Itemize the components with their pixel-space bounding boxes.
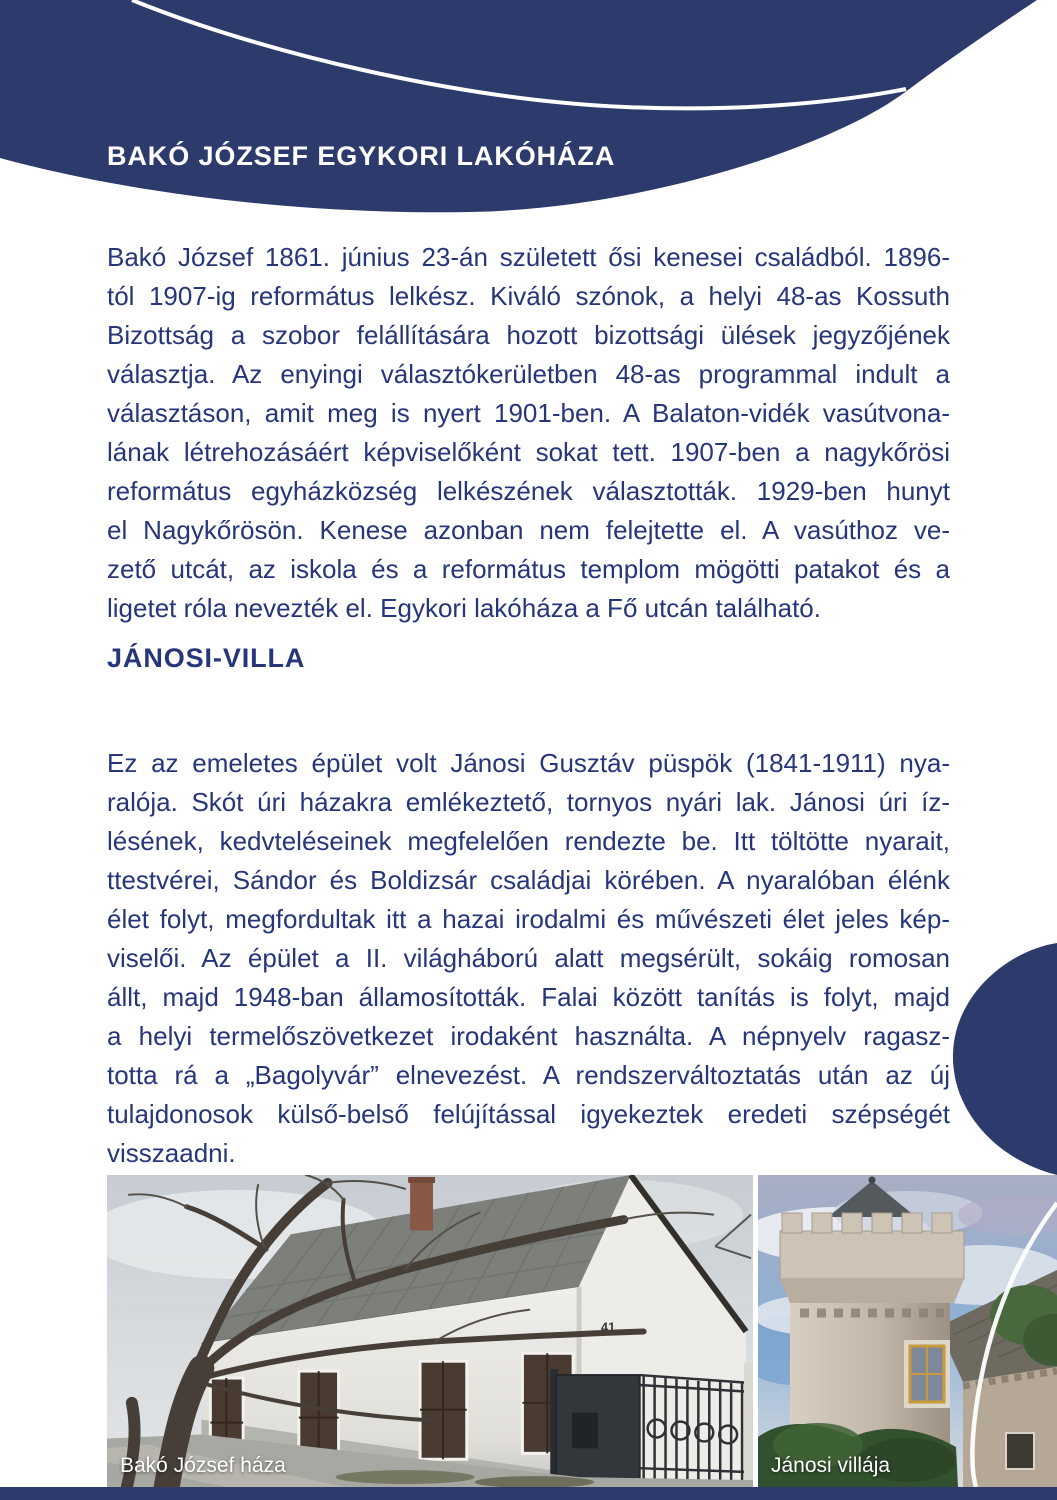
- paragraph-line: ligetet róla nevezték el. Egykori lakóháza a Fő utcán található.: [107, 593, 821, 623]
- section-heading-janosi: JÁNOSI-VILLA: [107, 643, 306, 673]
- page-title: BAKÓ JÓZSEF EGYKORI LAKÓHÁZA: [107, 141, 616, 171]
- paragraph-line: Bakó József 1861. június 23-án született ősi kenesei családból. 1896-: [107, 242, 950, 272]
- right-accent-shape: [937, 935, 1057, 1177]
- top-swoosh-decoration: [0, 0, 1057, 230]
- house-number: 41: [600, 1319, 616, 1335]
- photo-bako-illustration: [107, 1175, 753, 1487]
- right-accent-path: [953, 943, 1057, 1175]
- paragraph-line: a helyi termelőszövetkezet irodaként használta. A népnyelv ragasz-: [107, 1021, 950, 1051]
- paragraph-line: élet folyt, megfordultak itt a hazai irodalmi és művészeti élet jeles kép-: [107, 904, 950, 934]
- swoosh-navy-shape: [0, 0, 1037, 212]
- paragraph-line: állt, majd 1948-ban államosították. Falai között tanítás is folyt, majd: [107, 982, 950, 1012]
- paragraph-line: tól 1907-ig református lelkész. Kiváló szónok, a helyi 48-as Kossuth: [107, 281, 950, 311]
- bottom-band-decoration: [0, 1487, 1057, 1500]
- paragraph-line: lának létrehozásáért képviselőként sokat tett. 1907-ben a nagykőrösi: [107, 437, 950, 467]
- janosi-paragraph: [107, 744, 950, 1173]
- paragraph-line: választáson, amit meg is nyert 1901-ben. A Balaton-vidék vasútvona-: [107, 398, 950, 428]
- paragraph-line: lésének, kedvteléseinek megfelelően rendezte be. Itt töltötte nyarait,: [107, 826, 950, 856]
- paragraph-line: tulajdonosok külső-belső felújítással igyekeztek eredeti szépségét: [107, 1099, 950, 1129]
- bako-paragraph: [107, 238, 950, 628]
- paragraph-line: Ez az emeletes épület volt Jánosi Gusztáv püspök (1841-1911) nya-: [107, 748, 950, 778]
- photo-bako-jozsef-haza: [107, 1175, 753, 1487]
- paragraph-line: visszaadni.: [107, 1138, 236, 1168]
- paragraph-line: totta rá a „Bagolyvár” elnevezést. A rendszerváltoztatás után az új: [107, 1060, 950, 1090]
- tower-window: [904, 1340, 950, 1408]
- paragraph-line: ttestvérei, Sándor és Boldizsár családjai körében. A nyaralóban élénk: [107, 865, 950, 895]
- paragraph-line: Bizottság a szobor felállítására hozott bizottsági ülések jegyzőjének: [107, 320, 950, 350]
- paragraph-line: választja. Az enyingi választókerületben 48-as programmal indult a: [107, 359, 950, 389]
- chimney: [410, 1177, 433, 1230]
- paragraph-line: ralója. Skót úri házakra emlékeztető, tornyos nyári lak. Jánosi úri íz-: [107, 787, 950, 817]
- paragraph-line: református egyházközség lelkészének választották. 1929-ben hunyt: [107, 476, 950, 506]
- paragraph-line: zető utcát, az iskola és a református templom mögötti patakot és a: [107, 554, 950, 584]
- photo-janosi-villa: [758, 1175, 1057, 1487]
- paragraph-line: el Nagykőrösön. Kenese azonban nem felejtette el. A vasúthoz ve-: [107, 515, 950, 545]
- photo-caption-bako: Bakó József háza: [120, 1454, 286, 1477]
- paragraph-line: viselői. Az épület a II. világháború alatt megsérült, sokáig romosan: [107, 943, 950, 973]
- photo-caption-janosi: Jánosi villája: [771, 1454, 891, 1477]
- photo-janosi-illustration: [758, 1175, 1057, 1487]
